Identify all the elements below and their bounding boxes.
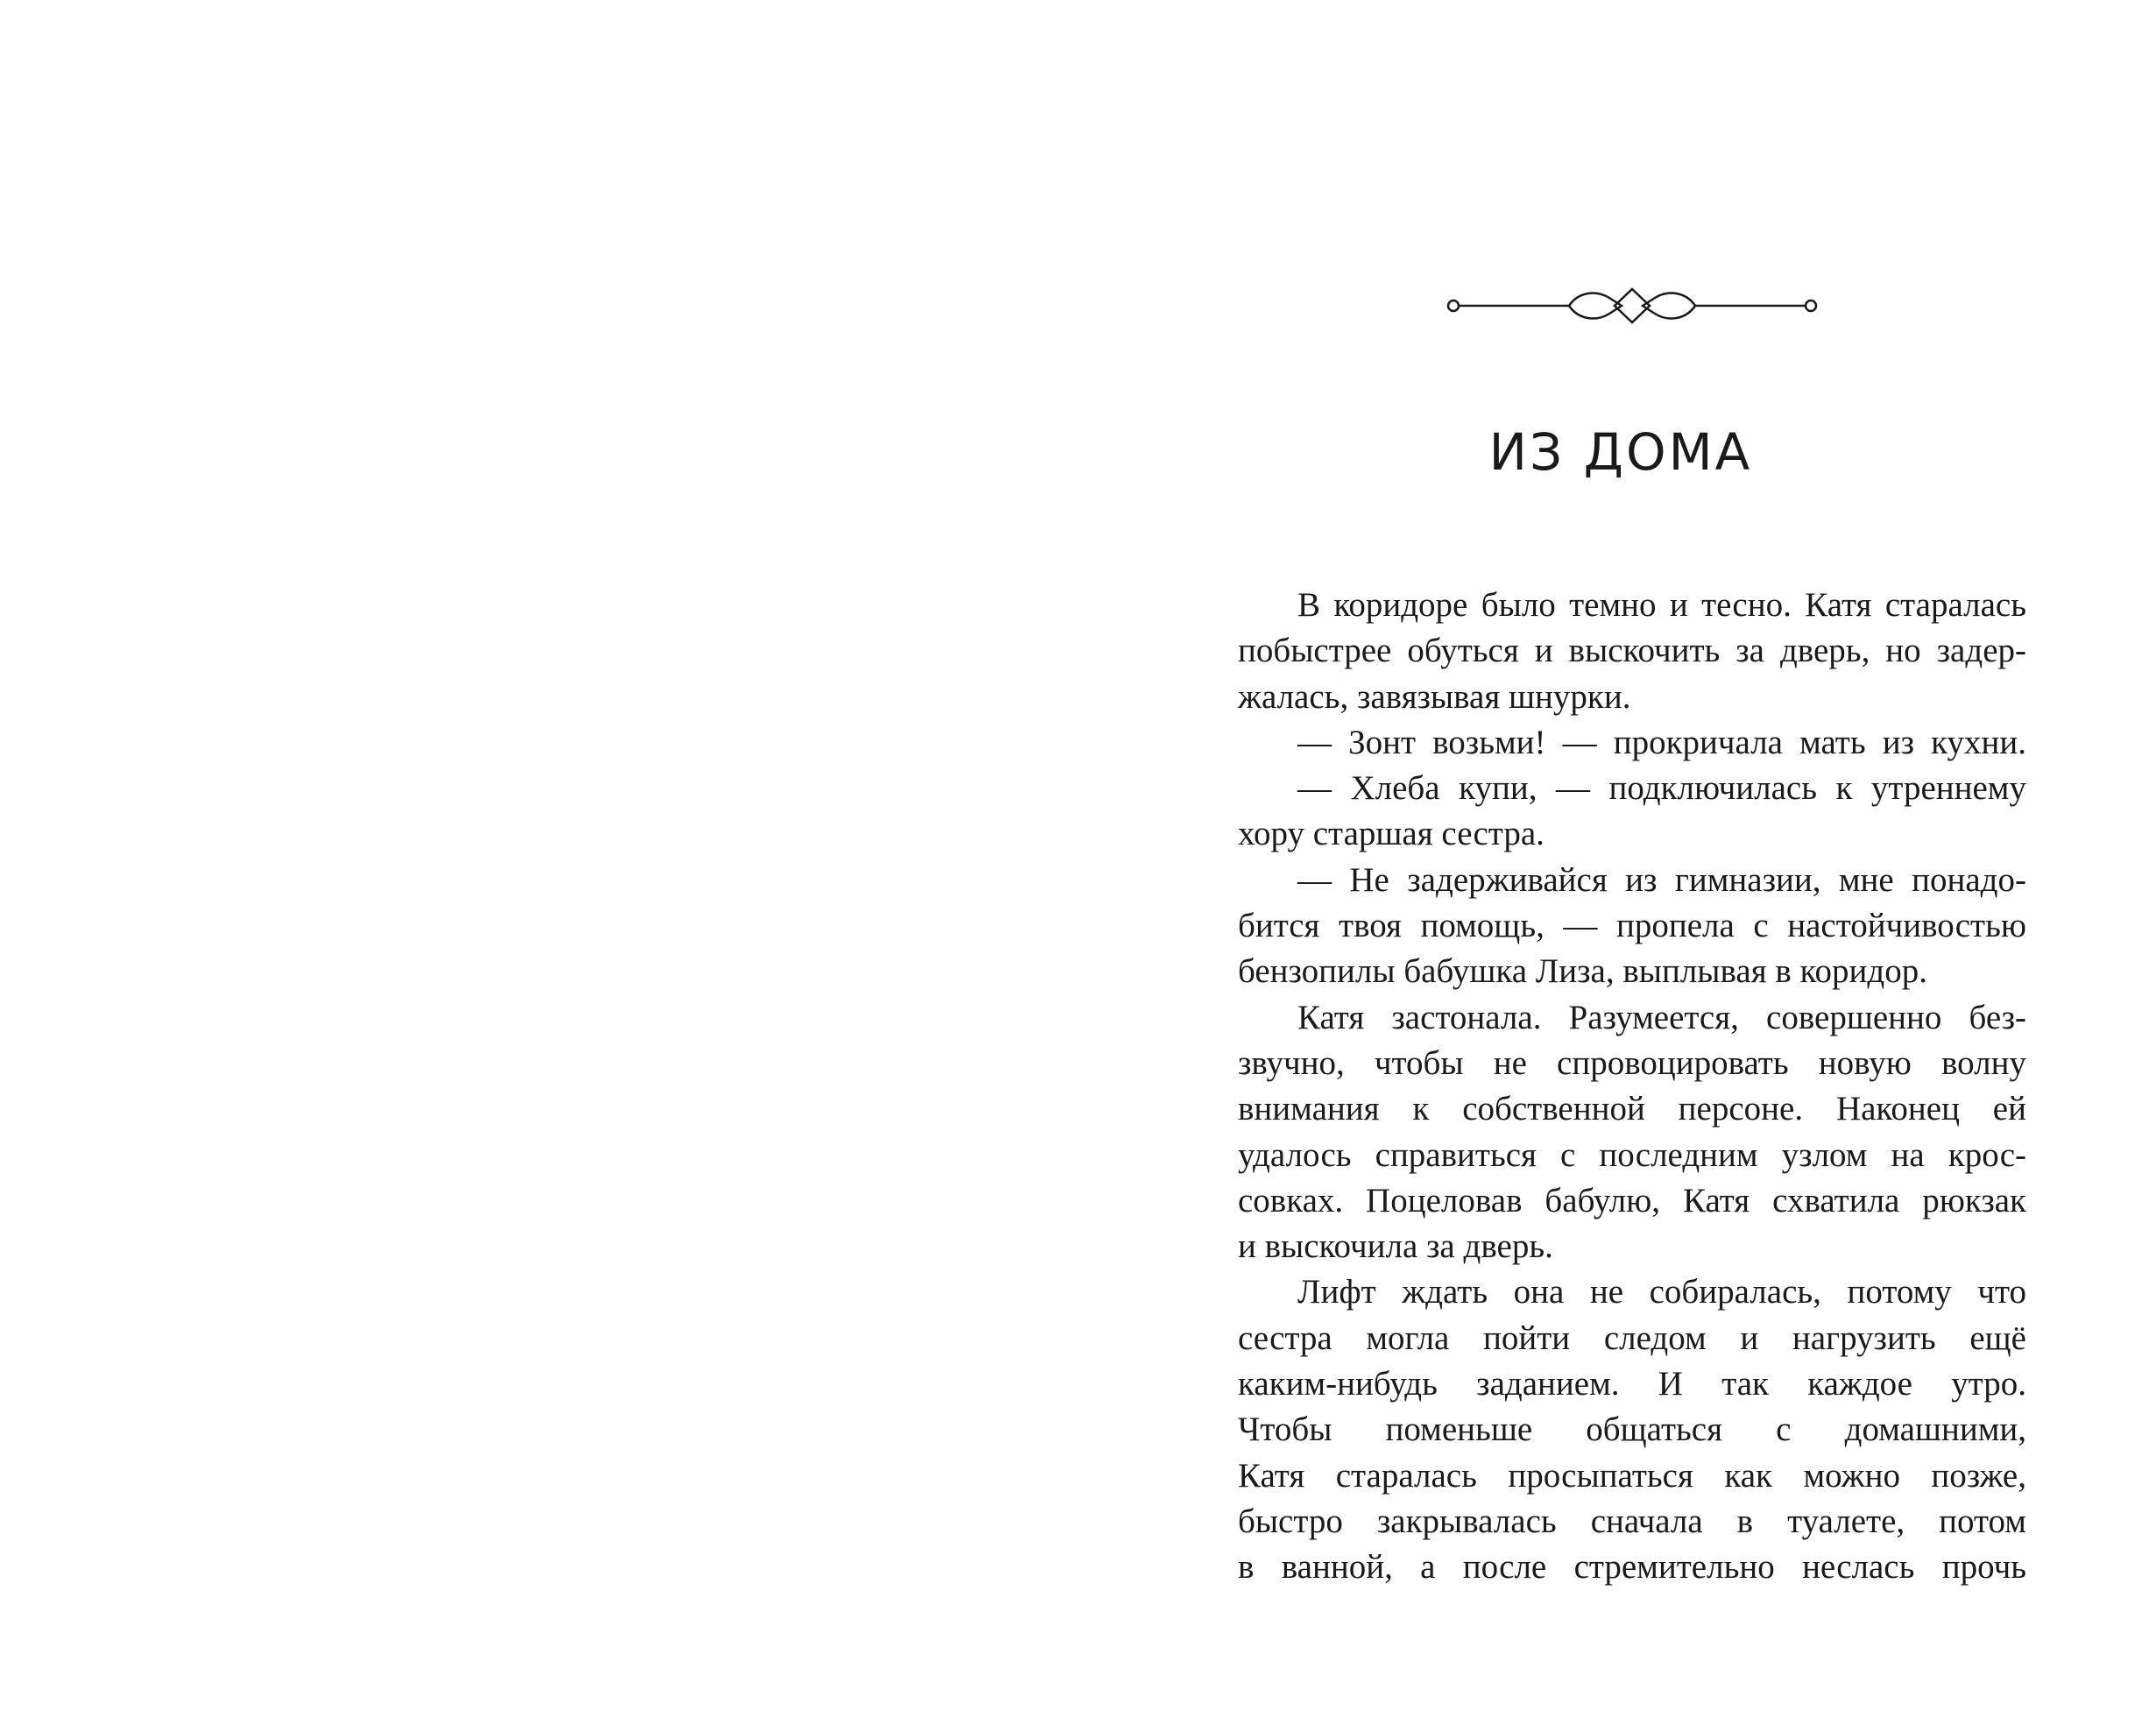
text-line: и выскочила за дверь. [1238, 1227, 1553, 1266]
text-line: звучно, чтобы не спровоцировать новую волну [1238, 1043, 2026, 1082]
text-line: каким-нибудь заданием. И так каждое утро. [1238, 1365, 2026, 1403]
text-line: бится твоя помощь, — пропела с настойчивостью [1238, 907, 2026, 945]
text-line: Лифт ждать она не собиралась, потому что [1297, 1273, 2026, 1311]
text-line: побыстрее обуться и выскочить за дверь, но задер- [1238, 632, 2026, 670]
text-line: быстро закрывалась сначала в туалете, потом [1238, 1502, 2026, 1540]
text-line: хору старшая сестра. [1238, 815, 1545, 853]
text-line: сестра могла пойти следом и нагрузить ещё [1238, 1318, 2026, 1357]
text-line: Катя старалась просыпаться как можно позже, [1238, 1456, 2026, 1495]
text-line: удалось справиться с последним узлом на крос- [1238, 1135, 2026, 1174]
text-line: бензопилы бабушка Лиза, выплывая в коридор. [1238, 952, 1927, 991]
chapter-title: ИЗ ДОМА [1488, 422, 1753, 482]
text-line: Катя застонала. Разумеется, совершенно без- [1297, 998, 2026, 1036]
divider-ornament-icon [1446, 286, 1818, 326]
text-line: — Зонт возьми! — прокричала мать из кухни. [1297, 723, 2026, 761]
chapter-body-text [1238, 583, 2026, 1591]
text-line: — Хлеба купи, — подключилась к утреннему [1297, 769, 2026, 808]
text-line: — Не задерживайся из гимназии, мне понадо- [1297, 860, 2026, 899]
text-line: В коридоре было темно и тесно. Катя старалась [1297, 586, 2026, 624]
text-line: Чтобы поменьше общаться с домашними, [1238, 1410, 2026, 1449]
text-line: в ванной, а после стремительно неслась прочь [1238, 1548, 2026, 1587]
text-line: жалась, завязывая шнурки. [1238, 677, 1631, 716]
text-line: внимания к собственной персоне. Наконец ей [1238, 1090, 2026, 1128]
text-line: совках. Поцеловав бабулю, Катя схватила рюкзак [1238, 1181, 2026, 1220]
